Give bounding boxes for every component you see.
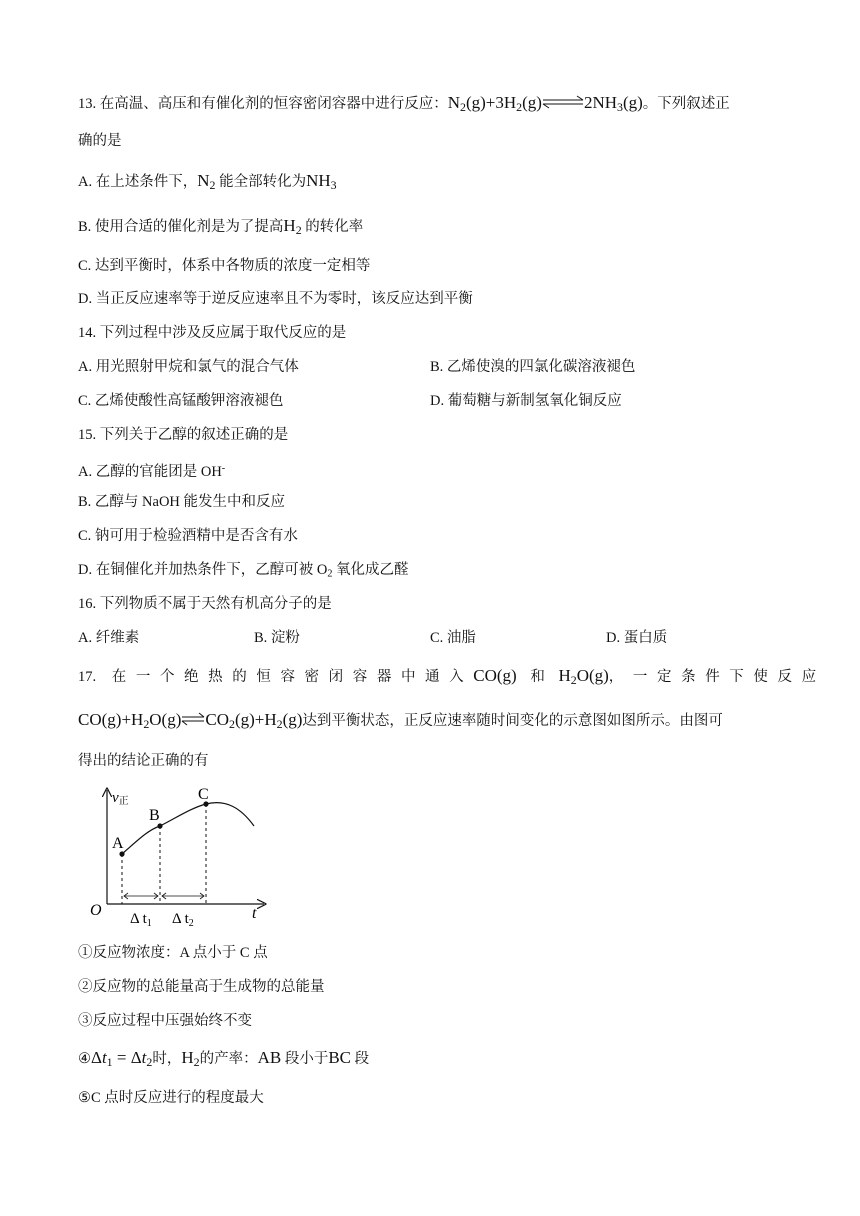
equilibrium-arrow-icon (181, 712, 205, 726)
q14-stem: 14. 下列过程中涉及反应属于取代反应的是 (78, 325, 347, 341)
rate-time-graph (86, 782, 276, 932)
q17-stem-line1: 17. 在一个绝热的恒容密闭容器中通入CO(g) 和 $H_2O(g)$，一定条件下使反应 (78, 666, 826, 687)
q17-statement-2: ②反应物的总能量高于生成物的总能量 (78, 979, 325, 995)
q17-stem-line2: $CO(g)+H_2O(g)$ $CO_2(g)+H_2(g)$达到平衡状态，正反应速率随时间变化的示意图如图所示。由图可 (78, 710, 723, 731)
point-a-label: A (112, 835, 124, 852)
q15-option-d: D. 在铜催化并加热条件下，乙醇可被 $O_2$ 氧化成乙醛 (78, 562, 409, 580)
rate-curve (122, 803, 254, 854)
q13-option-c: C. 达到平衡时，体系中各物质的浓度一定相等 (78, 258, 371, 274)
q16-option-d: D. 蛋白质 (606, 630, 668, 646)
q17-statement-4: $④\Delta t_1 = \Delta t_2$时，$H_2$的产率：AB 段小于BC 段 (78, 1048, 370, 1069)
y-axis-label: v正 (112, 790, 129, 807)
x-axis-label: t (252, 905, 257, 922)
dt2-label: Δ $t_2$ (172, 911, 194, 929)
equilibrium-arrow-icon (542, 95, 584, 109)
dt1-label: Δ $t_1$ (130, 911, 152, 929)
origin-label: O (90, 902, 102, 919)
point-a (119, 851, 124, 856)
q14-option-c: C. 乙烯使酸性高锰酸钾溶液褪色 (78, 393, 284, 409)
q15-option-b: B. 乙醇与 NaOH 能发生中和反应 (78, 494, 286, 510)
q17-reaction-formula: $CO(g)+H_2O(g)$ $CO_2(g)+H_2(g)$ (78, 710, 303, 731)
q13-option-b: B. 使用合适的催化剂是为了提高$H_2$ 的转化率 (78, 216, 364, 237)
q15-option-a: A. 乙醇的官能团是 OH- (78, 463, 226, 481)
point-c-label: C (198, 786, 209, 803)
q14-option-d: D. 葡萄糖与新制氢氧化铜反应 (430, 393, 622, 409)
q17-stem-line3: 得出的结论正确的有 (78, 753, 209, 769)
q13-stem-line2: 确的是 (78, 133, 122, 149)
q17-statement-3: ③反应过程中压强始终不变 (78, 1013, 252, 1029)
q16-option-c: C. 油脂 (430, 630, 476, 646)
q14-option-a: A. 用光照射甲烷和氯气的混合气体 (78, 359, 299, 375)
reaction-formula: $N_2(g)+3H_2(g)$ $2NH_3(g)$ (447, 93, 643, 114)
point-b (157, 823, 162, 828)
q15-stem: 15. 下列关于乙醇的叙述正确的是 (78, 427, 289, 443)
q16-option-b: B. 淀粉 (254, 630, 300, 646)
q13-option-d: D. 当正反应速率等于逆反应速率且不为零时，该反应达到平衡 (78, 291, 473, 307)
q14-option-b: B. 乙烯使溴的四氯化碳溶液褪色 (430, 359, 636, 375)
q15-option-c: C. 钠可用于检验酒精中是否含有水 (78, 528, 298, 544)
q17-statement-5: ⑤C 点时反应进行的程度最大 (78, 1090, 264, 1106)
q16-stem: 16. 下列物质不属于天然有机高分子的是 (78, 596, 332, 612)
q13-stem: 13. 在高温、高压和有催化剂的恒容密闭容器中进行反应：$N_2(g)+3H_2(g)$ $2NH_3(g)$。下列叙述正 (78, 93, 730, 114)
point-b-label: B (149, 807, 160, 824)
q16-option-a: A. 纤维素 (78, 630, 140, 646)
q13-option-a: A. 在上述条件下，$N_2$ 能全部转化为$NH_3$ (78, 171, 337, 192)
q17-statement-1: ①反应物浓度：A 点小于 C 点 (78, 945, 268, 961)
